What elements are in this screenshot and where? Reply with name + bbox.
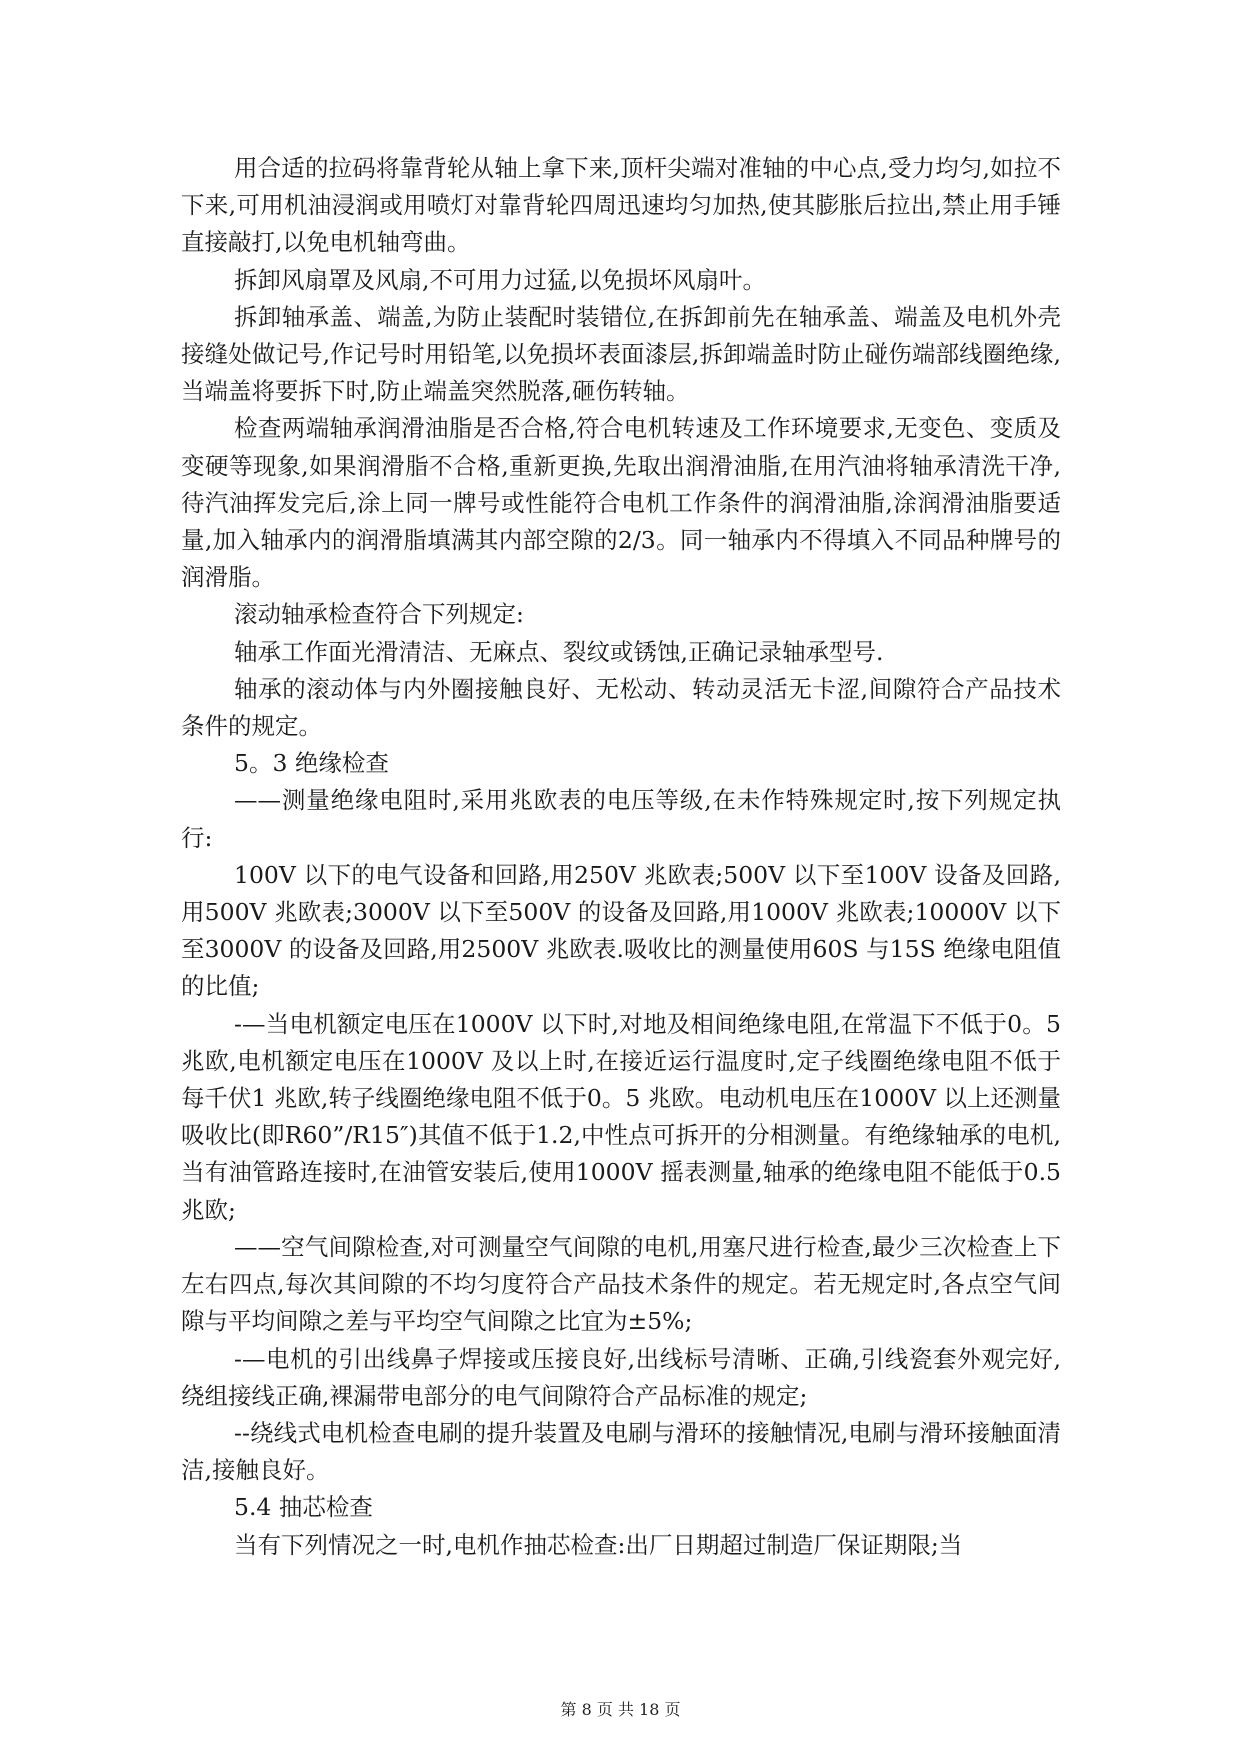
paragraph-megger-levels: 100V 以下的电气设备和回路,用250V 兆欧表;500V 以下至100V 设备及回路,用500V 兆欧表;3000V 以下至500V 的设备及回路,用1000V 兆欧表;10000V 以下至3000V 的设备及回路,用2500V 兆欧表.吸收比的测量使用60S 与15S 绝缘电阻值的比值; [181, 860, 1061, 1001]
paragraph-bearing-cover-removal: 拆卸轴承盖、端盖,为防止装配时装错位,在拆卸前先在轴承盖、端盖及电机外壳接缝处做记号,作记号时用铅笔,以免损坏表面漆层,拆卸端盖时防止碰伤端部线圈绝缘,当端盖将要拆下时,防止端盖突然脱落,砸伤转轴。 [181, 302, 1061, 406]
paragraph-lead-wires: -—电机的引出线鼻子焊接或压接良好,出线标号清晰、正确,引线瓷套外观完好,绕组接线正确,裸漏带电部分的电气间隙符合产品标准的规定; [181, 1344, 1061, 1410]
paragraph-air-gap: ——空气间隙检查,对可测量空气间隙的电机,用塞尺进行检查,最少三次检查上下左右四点,每次其间隙的不均匀度符合产品技术条件的规定。若无规定时,各点空气间隙与平均间隙之差与平均空气间隙之比宜为±5%; [181, 1232, 1061, 1336]
paragraph-bearing-surface: 轴承工作面光滑清洁、无麻点、裂纹或锈蚀,正确记录轴承型号. [234, 637, 884, 666]
section-heading-insulation: 5。3 绝缘检查 [234, 749, 389, 778]
section-heading-core-inspection: 5.4 抽芯检查 [234, 1493, 373, 1522]
paragraph-megger-voltage: ——测量绝缘电阻时,采用兆欧表的电压等级,在未作特殊规定时,按下列规定执行: [181, 786, 1061, 852]
page-footer [0, 1700, 1241, 1720]
paragraph-grease-check: 检查两端轴承润滑油脂是否合格,符合电机转速及工作环境要求,无变色、变质及变硬等现象,如果润滑脂不合格,重新更换,先取出润滑油脂,在用汽油将轴承清洗干净,待汽油挥发完后,涂上同一牌号或性能符合电机工作条件的润滑油脂,涂润滑油脂要适量,加入轴承内的润滑脂填满其内部空隙的2/3。同一轴承内不得填入不同品种牌号的润滑脂。 [181, 414, 1061, 592]
body-text [181, 150, 1061, 1564]
paragraph-core-inspection-conditions: 当有下列情况之一时,电机作抽芯检查:出厂日期超过制造厂保证期限;当 [234, 1530, 963, 1559]
paragraph-insulation-resistance: -—当电机额定电压在1000V 以下时,对地及相间绝缘电阻,在常温下不低于0。5 兆欧,电机额定电压在1000V 及以上时,在接近运行温度时,定子线圈绝缘电阻不低于每千伏1 兆欧,转子线圈绝缘电阻不低于0。5 兆欧。电动机电压在1000V 以上还测量吸收比(即R60”/R15″)其值不低于1.2,中性点可拆开的分相测量。有绝缘轴承的电机,当有油管路连接时,在油管安装后,使用1000V 摇表测量,轴承的绝缘电阻不能低于0.5 兆欧; [181, 1009, 1062, 1224]
paragraph-fan-removal: 拆卸风扇罩及风扇,不可用力过猛,以免损坏风扇叶。 [234, 265, 766, 294]
paragraph-coupling-removal: 用合适的拉码将靠背轮从轴上拿下来,顶杆尖端对准轴的中心点,受力均匀,如拉不下来,可用机油浸润或用喷灯对靠背轮四周迅速均匀加热,使其膨胀后拉出,禁止用手锤直接敲打,以免电机轴弯曲。 [181, 154, 1061, 257]
paragraph-rolling-bearing-rules: 滚动轴承检查符合下列规定: [234, 600, 524, 629]
paragraph-brush-check: --绕线式电机检查电刷的提升装置及电刷与滑环的接触情况,电刷与滑环接触面清洁,接触良好。 [181, 1418, 1061, 1485]
page-number: 第 8 页 共 18 页 [560, 1700, 681, 1719]
paragraph-bearing-rolling-body: 轴承的滚动体与内外圈接触良好、无松动、转动灵活无卡涩,间隙符合产品技术条件的规定。 [181, 674, 1061, 741]
